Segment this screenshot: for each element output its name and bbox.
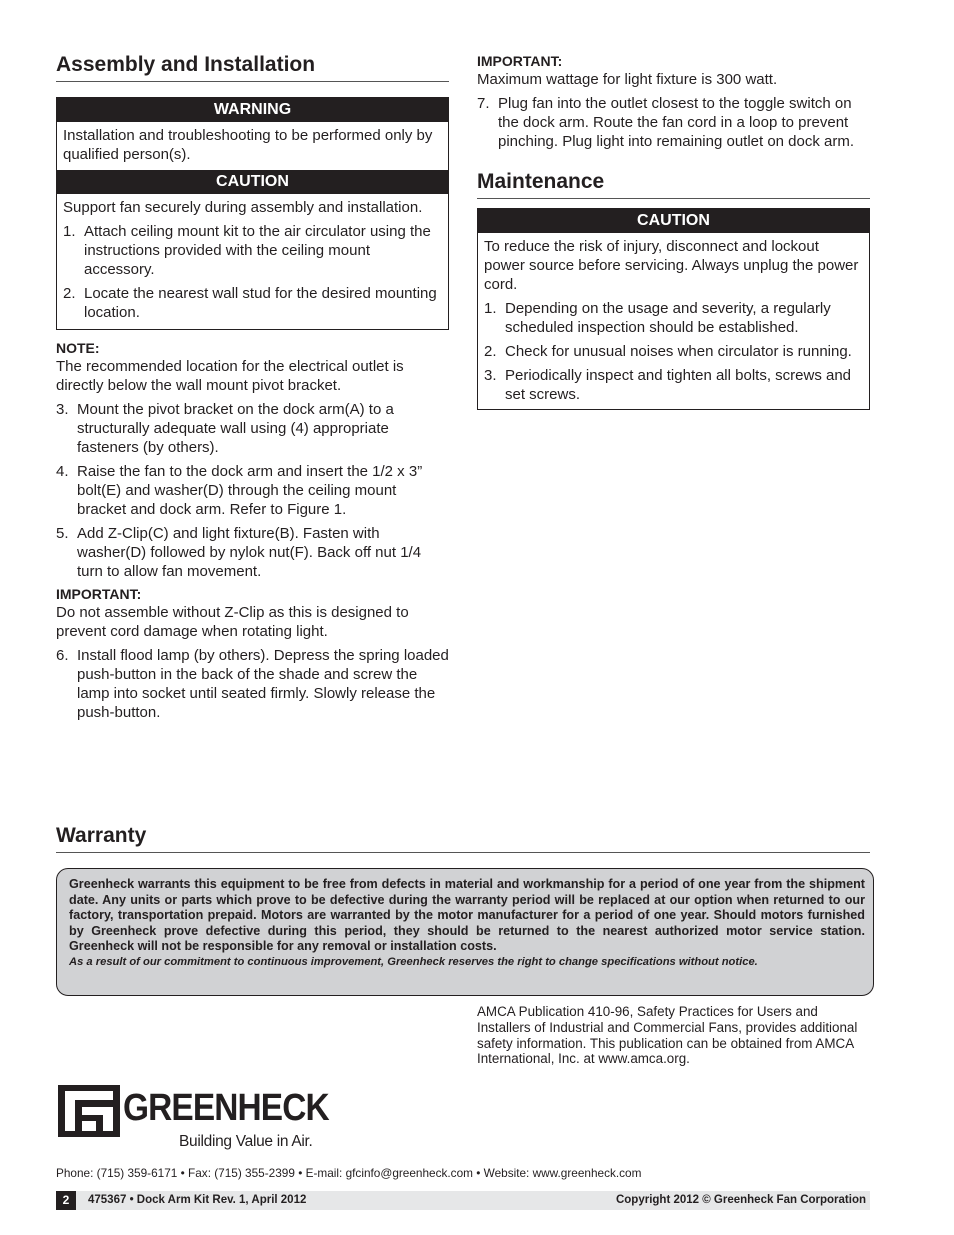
doc-info: 475367 • Dock Arm Kit Rev. 1, April 2012 (88, 1194, 307, 1206)
warranty-section (56, 823, 870, 853)
list-item (56, 400, 449, 457)
registered-mark: ® (113, 1129, 119, 1138)
warranty-text: Greenheck warrants this equipment to be free from defects in material and workmanship for a period of one year from the shipment date. Any units or parts which prove to be defective during the warranty period will be replaced at our option when returned to our factory, transportation prepaid. Motors are warranted by the motor manufacturer for a period of one year. Should motors furnished by Greenheck prove defective during this period, they should be returned to the nearest authorized motor service station. Greenheck will not be responsible for any removal or installation costs. (69, 877, 865, 953)
important-text: Do not assemble without Z-Clip as this is designed to prevent cord damage when rotating light. (56, 604, 409, 640)
list-item (56, 646, 449, 722)
left-column (56, 52, 449, 727)
caution-text: To reduce the risk of injury, disconnect and lockout power source before servicing. Always unplug the power cord. (484, 238, 859, 293)
list-item (484, 342, 863, 361)
maintenance-heading: Maintenance (477, 169, 870, 199)
step-text: Depending on the usage and severity, a regularly scheduled inspection should be established. (505, 300, 831, 336)
warning-box (56, 97, 449, 330)
step-text: Attach ceiling mount kit to the air circulator using the instructions provided with the ceiling mount accessory. (84, 223, 431, 278)
footer-bar (56, 1191, 870, 1210)
important-text-right: Maximum wattage for light fixture is 300 watt. (477, 71, 778, 88)
step-number: 6. (56, 647, 69, 664)
caution-bar: CAUTION (57, 170, 448, 194)
maintenance-caution-box (477, 208, 870, 410)
list-item (63, 284, 442, 322)
step-text: Mount the pivot bracket on the dock arm(A) to a structurally adequate wall using (4) appropriate fasteners (by others). (77, 401, 394, 456)
note-text: The recommended location for the electrical outlet is directly below the wall mount pivot bracket. (56, 358, 404, 394)
caution-content (478, 233, 869, 404)
right-column (477, 52, 870, 410)
step-list-a (56, 400, 449, 581)
warning-text: Installation and troubleshooting to be performed only by qualified person(s). (63, 127, 433, 163)
warranty-heading: Warranty (56, 823, 870, 853)
list-item (484, 366, 863, 404)
note-label: NOTE: (56, 340, 100, 356)
step-number: 7. (477, 95, 490, 112)
logo-tagline: Building Value in Air. (179, 1133, 313, 1150)
important-label: IMPORTANT: (56, 586, 142, 602)
step-text: Install flood lamp (by others). Depress the spring loaded push-button in the back of the shade and screw the lamp into socket until seated firmly. Slowly release the push-button. (77, 647, 449, 721)
list-item (477, 94, 870, 151)
warranty-note: As a result of our commitment to continuous improvement, Greenheck reserves the right to change specifications without notice. (69, 955, 758, 968)
step-list-right (477, 94, 870, 151)
step-text: Plug fan into the outlet closest to the toggle switch on the dock arm. Route the fan cord in a loop to prevent pinching. Plug light into remaining outlet on dock arm. (498, 95, 855, 150)
step-number: 3. (56, 401, 69, 418)
step-list-b (56, 646, 449, 722)
step-number: 4. (56, 463, 69, 480)
warning-bar: WARNING (57, 98, 448, 122)
step-text: Add Z-Clip(C) and light fixture(B). Fasten with washer(D) followed by nylok nut(F). Back off nut 1/4 turn to allow fan movement. (77, 525, 422, 580)
step-text: Raise the fan to the dock arm and insert the 1/2 x 3” bolt(E) and washer(D) through the ceiling mount bracket and dock arm. Refer to Figure 1. (77, 463, 423, 518)
page-number: 2 (56, 1191, 76, 1210)
step-number: 1. (63, 223, 76, 240)
logo-wordmark: GREENHECK (123, 1087, 329, 1129)
box-step-list (63, 222, 442, 322)
greenheck-logo (56, 1083, 356, 1155)
contact-line: Phone: (715) 359-6171 • Fax: (715) 355-2399 • E-mail: gfcinfo@greenheck.com • Website: www.greenheck.com (56, 1166, 642, 1180)
step-number: 2. (484, 343, 497, 360)
list-item (484, 299, 863, 337)
step-number: 1. (484, 300, 497, 317)
step-number: 2. (63, 285, 76, 302)
important-label-right: IMPORTANT: (477, 53, 563, 69)
list-item (56, 524, 449, 581)
step-number: 3. (484, 367, 497, 384)
step-number: 5. (56, 525, 69, 542)
maintenance-step-list (484, 299, 863, 404)
caution-bar: CAUTION (478, 209, 869, 233)
step-text: Check for unusual noises when circulator is running. (505, 343, 852, 360)
list-item (56, 462, 449, 519)
assembly-heading: Assembly and Installation (56, 52, 449, 82)
amca-text: AMCA Publication 410-96, Safety Practices for Users and Installers of Industrial and Commercial Fans, provides additional safety information. This publication can be obtained from AMCA International, Inc. at www.amca.org. (477, 1004, 858, 1067)
list-item (63, 222, 442, 279)
copyright: Copyright 2012 © Greenheck Fan Corporation (615, 1194, 866, 1206)
step-text: Locate the nearest wall stud for the desired mounting location. (84, 285, 437, 321)
warranty-box (56, 868, 874, 996)
caution-content (57, 194, 448, 329)
step-text: Periodically inspect and tighten all bolts, screws and set screws. (505, 367, 852, 403)
caution-text: Support fan securely during assembly and installation. (63, 199, 423, 216)
